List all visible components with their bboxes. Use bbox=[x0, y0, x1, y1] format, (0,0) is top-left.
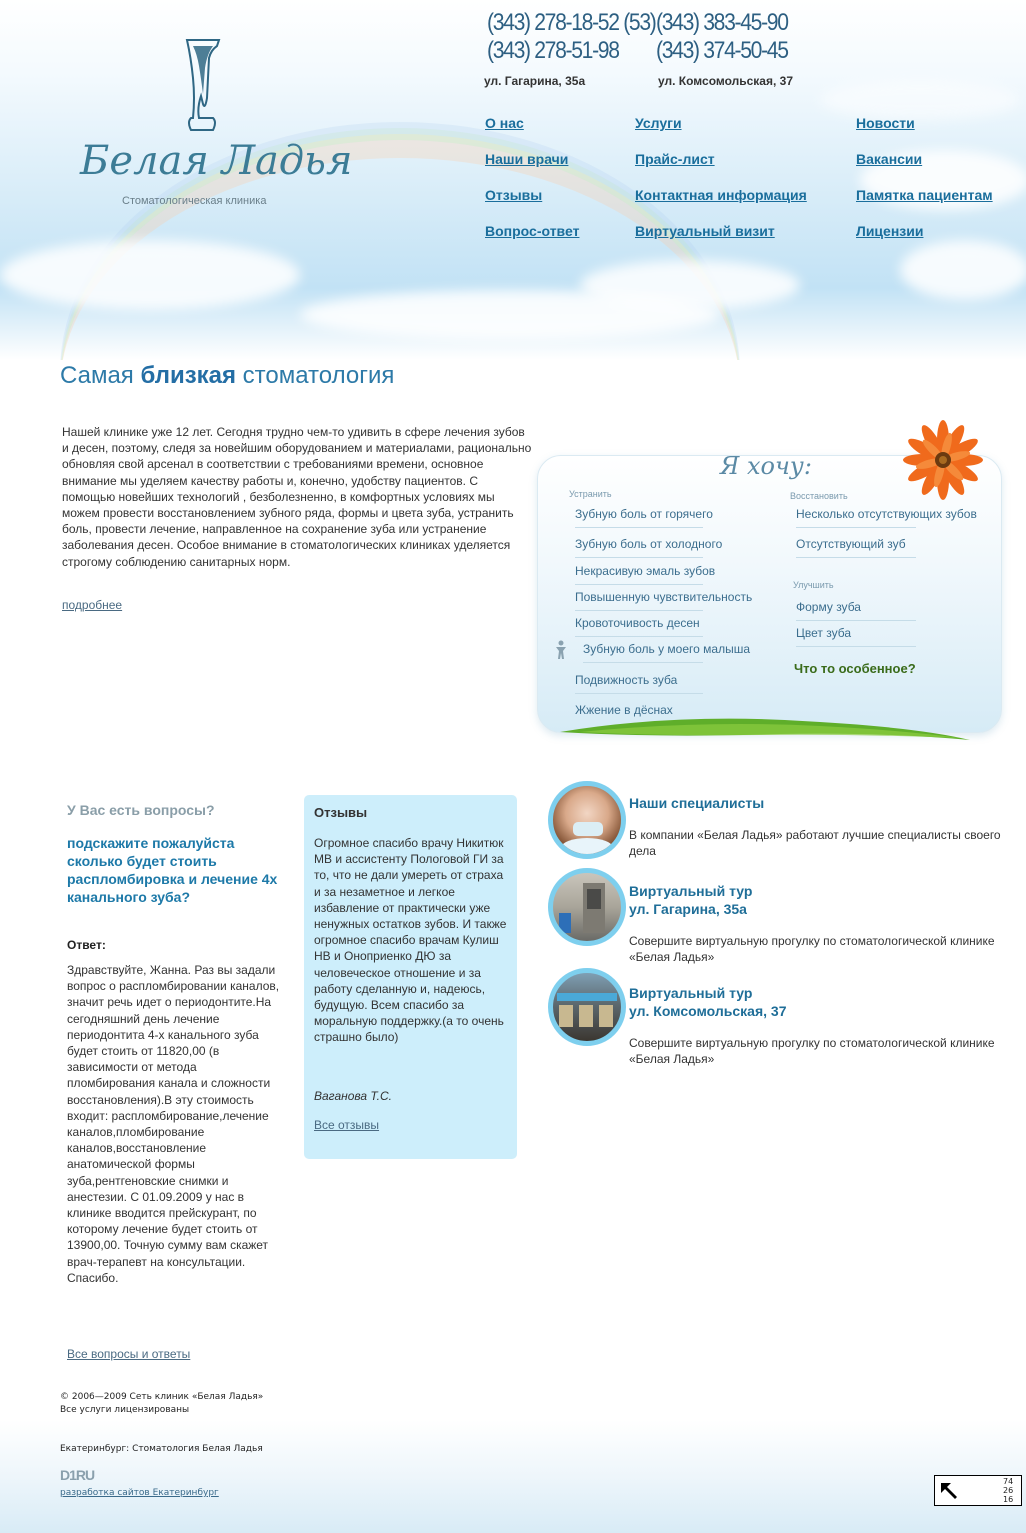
want-item[interactable]: Зубную боль от холодного bbox=[575, 537, 703, 558]
review-text: Огромное спасибо врачу Никитюк МВ и ассистенту Пологовой ГИ за то, что не дали умереть от страха и за незаметное и легкое избавление от практически уже ненужных остатков зубов. И также огромное спасибо врачам Кулиш НВ и Оноприенко ДЮ за человеческое отношение и за работу сделанную и, надеюсь, будущую. Всем спасибо за моральную поддержку.(а то очень страшно было) bbox=[314, 836, 507, 1045]
want-item[interactable]: Кровоточивость десен bbox=[575, 616, 703, 637]
tour-gagarina-photo[interactable] bbox=[548, 868, 626, 946]
visit-counter[interactable] bbox=[934, 1475, 1022, 1506]
cloud bbox=[300, 290, 720, 340]
footer-background bbox=[0, 1420, 1026, 1533]
want-item[interactable]: Зубную боль у моего малыша bbox=[583, 642, 703, 663]
developer-logo[interactable]: D1RU bbox=[60, 1467, 95, 1483]
brand-name[interactable]: Белая Ладья bbox=[80, 138, 353, 184]
address-left: ул. Гагарина, 35а bbox=[484, 74, 586, 88]
want-item[interactable]: Форму зуба bbox=[796, 600, 916, 621]
card-subtitle[interactable]: ул. Комсомольская, 37 bbox=[629, 1003, 787, 1019]
card-text: В компании «Белая Ладья» работают лучшие специалисты своего дела bbox=[629, 828, 1001, 858]
cloud bbox=[0, 240, 300, 310]
card-title[interactable]: Виртуальный тур bbox=[629, 883, 753, 899]
nav-patient-memo[interactable]: Памятка пациентам bbox=[856, 187, 993, 203]
nav-doctors[interactable]: Наши врачи bbox=[485, 151, 569, 167]
grass-leaf bbox=[560, 718, 970, 742]
copyright: © 2006—2009 Сеть клиник «Белая Ладья» bbox=[60, 1392, 264, 1402]
counter-value: 26 bbox=[1003, 1486, 1014, 1495]
card-text: Совершите виртуальную прогулку по стоматологической клинике «Белая Ладья» bbox=[629, 1036, 995, 1066]
answer-text: Здравствуйте, Жанна. Раз вы задали вопрос о распломбировании каналов, значит речь идет о периодонтите.На сегодняшний день лечение периодонтита 4-х канального зуба будет стоить от 11820,00 (в зависимости от метода пломбирования канала и сложности восстановления).В эту стоимость входит: распломбирование,лечение каналов,пломбирование каналов,восстановление анатомической формы зуба,рентгеновские снимки и анестезии. С 01.09.2009 у нас в клинике вводится прейскурант, по которому лечение будет стоить от 13900,00. Точную сумму вам скажет врач-терапевт на консультации. Спасибо. bbox=[67, 963, 280, 1285]
want-item[interactable]: Жжение в дёснах bbox=[575, 703, 673, 717]
reviews-title: Отзывы bbox=[314, 805, 368, 820]
want-item[interactable]: Некрасивую эмаль зубов bbox=[575, 564, 703, 585]
nav-qa[interactable]: Вопрос-ответ bbox=[485, 223, 580, 239]
want-item[interactable]: Подвижность зуба bbox=[575, 673, 703, 694]
want-item[interactable]: Отсутствующий зуб bbox=[796, 537, 916, 558]
cloud bbox=[900, 240, 1026, 300]
nav-contacts[interactable]: Контактная информация bbox=[635, 187, 807, 203]
city-note: Екатеринбург: Стоматология Белая Ладья bbox=[60, 1444, 263, 1454]
child-figure-icon bbox=[554, 640, 568, 660]
gerbera-flower-icon bbox=[900, 418, 986, 502]
want-title: Я хочу: bbox=[720, 452, 812, 480]
address-right: ул. Комсомольская, 37 bbox=[658, 74, 793, 88]
card-title[interactable]: Наши специалисты bbox=[629, 795, 765, 811]
card-text: Совершите виртуальную прогулку по стоматологической клинике «Белая Ладья» bbox=[629, 934, 995, 964]
licensed-note: Все услуги лицензированы bbox=[60, 1405, 190, 1415]
phone-right-1: (343) 383-45-90 bbox=[656, 9, 788, 36]
all-questions-link[interactable]: Все вопросы и ответы bbox=[67, 1347, 191, 1361]
answer-label: Ответ: bbox=[67, 938, 106, 952]
cloud bbox=[820, 80, 1020, 120]
brand-subtitle: Стоматологическая клиника bbox=[122, 195, 267, 207]
counter-value: 16 bbox=[1003, 1495, 1014, 1504]
all-reviews-link[interactable]: Все отзывы bbox=[314, 1118, 380, 1132]
want-item[interactable]: Зубную боль от горячего bbox=[575, 507, 703, 528]
restore-label: Восстановить bbox=[790, 491, 848, 501]
nav-vacancies[interactable]: Вакансии bbox=[856, 151, 923, 167]
nav-licenses[interactable]: Лицензии bbox=[856, 223, 924, 239]
questions-heading: У Вас есть вопросы? bbox=[67, 802, 215, 818]
rook-logo-icon[interactable] bbox=[183, 38, 223, 134]
improve-label: Улучшить bbox=[793, 580, 834, 590]
counter-value: 74 bbox=[1003, 1477, 1014, 1486]
nav-reviews[interactable]: Отзывы bbox=[485, 187, 543, 203]
want-item[interactable]: Цвет зуба bbox=[796, 626, 916, 647]
want-item[interactable]: Повышенную чувствительность bbox=[575, 590, 703, 611]
nav-news[interactable]: Новости bbox=[856, 115, 915, 131]
specialist-photo[interactable] bbox=[548, 781, 626, 859]
card-title[interactable]: Виртуальный тур bbox=[629, 985, 753, 1001]
eliminate-label: Устранить bbox=[569, 489, 612, 499]
question-text[interactable]: подскажите пожалуйста сколько будет стоить распломбировка и лечение 4х канального зуба? bbox=[67, 835, 278, 905]
more-link[interactable]: подробнее bbox=[62, 598, 123, 612]
special-link[interactable]: Что то особенное? bbox=[794, 661, 916, 676]
nav-about[interactable]: О нас bbox=[485, 115, 524, 131]
nav-virtual-visit[interactable]: Виртуальный визит bbox=[635, 223, 775, 239]
phone-right-2: (343) 374-50-45 bbox=[656, 37, 788, 64]
card-subtitle[interactable]: ул. Гагарина, 35а bbox=[629, 901, 747, 917]
phone-left-2: (343) 278-51-98 bbox=[487, 37, 619, 64]
arrow-up-left-icon bbox=[939, 1481, 959, 1501]
nav-pricelist[interactable]: Прайс-лист bbox=[635, 151, 715, 167]
intro-text: Нашей клинике уже 12 лет. Сегодня трудно чем-то удивить в сфере лечения зубов и десен, поэтому, следя за новейшим оборудованием и материалами, рационально обновляя свой арсенал в соответствии с требованиями времени, основное внимание мы уделяем качеству работы и, конечно, удобству пациентов. С помощью новейших технологий , безболезненно, в комфортных условиях мы можем провести восстановлением зубного ряда, формы и цвета зуба, устранить боль, провести лечение, направленное на сохранение зуба или устранение заболевания десен. Особое внимание в стоматологических клиниках уделяется строгому соблюдению санитарных норм. bbox=[62, 425, 532, 569]
tour-komsomolskaya-photo[interactable] bbox=[548, 968, 626, 1046]
phone-left-1: (343) 278-18-52 (53) bbox=[487, 9, 656, 36]
page-tagline: Самая близкая стоматология bbox=[60, 362, 395, 389]
review-author: Ваганова Т.С. bbox=[314, 1089, 393, 1103]
want-item[interactable]: Несколько отсутствующих зубов bbox=[796, 507, 916, 528]
nav-services[interactable]: Услуги bbox=[635, 115, 682, 131]
developer-link[interactable]: разработка сайтов Екатеринбург bbox=[60, 1488, 219, 1498]
